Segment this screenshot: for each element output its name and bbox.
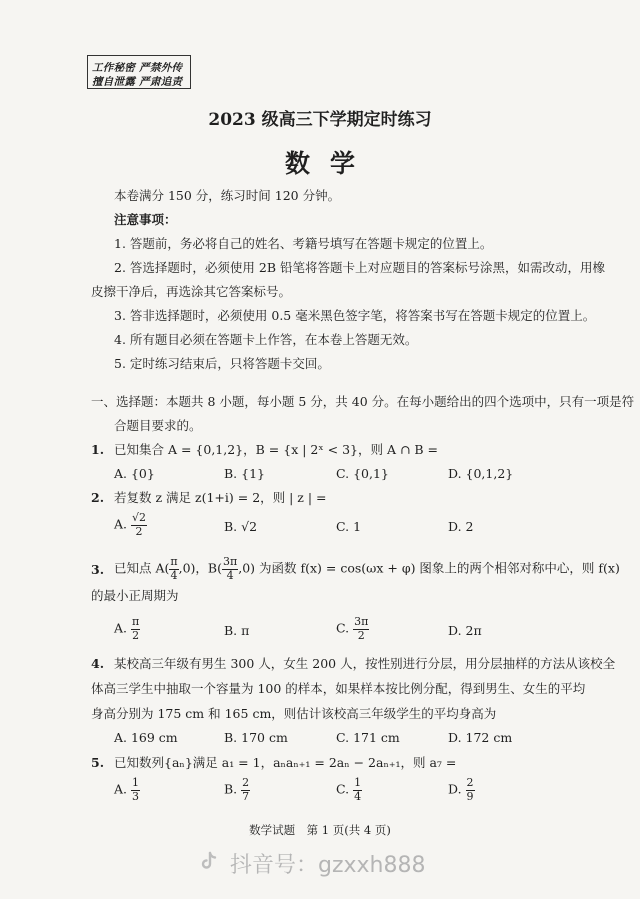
q5-option-a-fraction: [131, 777, 140, 803]
notice-heading: 注意事项：: [114, 212, 177, 227]
subject-title: 数学: [284, 149, 375, 178]
q4-line-3: 身高分别为 175 cm 和 165 cm，则估计该校高三年级学生的平均身高为: [91, 706, 497, 721]
q1-option-a: A. {0}: [114, 466, 155, 481]
fraction-denominator: 4: [226, 568, 234, 582]
q5-stem: 已知数列{aₙ}满足 a₁ = 1，aₙaₙ₊₁ = 2aₙ − 2aₙ₊₁，则 a₇ =: [114, 755, 457, 770]
q2-number: 2.: [91, 490, 105, 505]
douyin-logo-icon: [197, 850, 221, 874]
page-footer: 数学试题 第 1 页(共 4 页): [249, 823, 391, 837]
intro-text: 本卷满分 150 分，练习时间 120 分钟。: [114, 188, 341, 203]
q3-stem: [114, 556, 620, 582]
stamp-line-2: 擅自泄露 严肃追责: [92, 76, 183, 88]
q3-option-a: [114, 616, 140, 642]
fraction-numerator: 2: [242, 776, 250, 789]
q2-option-d: D. 2: [448, 519, 474, 534]
fraction-numerator: 2: [466, 776, 474, 789]
q3-fraction-1: [169, 556, 178, 582]
q5-option-c-fraction: [353, 777, 362, 803]
q3-stem-pre: 已知点 A(: [114, 560, 170, 576]
q5-number: 5.: [91, 755, 105, 770]
notice-item-4: 4. 所有题目必须在答题卡上作答，在本卷上答题无效。: [114, 332, 418, 347]
exam-title: 2023 级高三下学期定时练习: [208, 110, 432, 130]
q3-option-d: D. 2π: [448, 623, 482, 638]
q4-option-b: B. 170 cm: [224, 730, 288, 745]
fraction-denominator: 4: [170, 568, 178, 582]
q5-option-b: [224, 777, 250, 803]
q1-option-d: D. {0,1,2}: [448, 466, 514, 481]
q5-option-b-label: B.: [224, 781, 238, 797]
q5-option-d: [448, 777, 475, 803]
q4-line-2: 体高三学生中抽取一个容量为 100 的样本，如果样本按比例分配，得到男生、女生的平均: [91, 681, 586, 696]
q1-number: 1.: [91, 442, 105, 457]
q5-option-a: [114, 777, 140, 803]
fraction-denominator: 3: [132, 789, 139, 803]
q3-option-a-label: A.: [114, 620, 128, 636]
q5-option-c: [336, 777, 362, 803]
q3-stem-line-2: 的最小正周期为: [91, 588, 179, 603]
fraction-numerator: 3π: [223, 555, 238, 568]
fraction-denominator: 7: [242, 789, 250, 803]
q4-option-c: C. 171 cm: [336, 730, 400, 745]
q3-option-b: B. π: [224, 623, 250, 638]
q5-option-c-label: C.: [336, 781, 350, 797]
q3-fraction-2: [222, 556, 238, 582]
confidential-stamp: [87, 55, 191, 89]
q3-option-c: [336, 616, 369, 642]
q1-option-b: B. {1}: [224, 466, 265, 481]
fraction-numerator: 1: [132, 776, 139, 789]
notice-item-1: 1. 答题前，务必将自己的姓名、考籍号填写在答题卡规定的位置上。: [114, 236, 493, 251]
q3-stem-mid: ,0)，B(: [178, 560, 222, 576]
q4-option-a: A. 169 cm: [114, 730, 178, 745]
q1-stem: 已知集合 A = {0,1,2}，B = {x | 2ˣ < 3}，则 A ∩ B =: [114, 442, 439, 457]
q2-option-a: [114, 512, 147, 538]
fraction-numerator: π: [132, 615, 140, 628]
fraction-denominator: 4: [354, 789, 362, 803]
section-1-line-2: 合题目要求的。: [114, 418, 202, 433]
q2-stem: 若复数 z 满足 z(1+i) = 2，则 | z | =: [114, 490, 327, 505]
notice-item-2-line-1: 2. 答选择题时，必须使用 2B 铅笔将答题卡上对应题目的答案标号涂黑，如需改动，用橡: [114, 260, 605, 275]
q4-option-d: D. 172 cm: [448, 730, 513, 745]
q3-option-c-fraction: [353, 616, 369, 642]
q3-option-c-label: C.: [336, 620, 350, 636]
q1-option-c: C. {0,1}: [336, 466, 389, 481]
fraction-numerator: √2: [132, 511, 147, 524]
fraction-numerator: π: [170, 555, 178, 568]
q2-option-a-fraction: [131, 512, 147, 538]
q3-option-a-fraction: [131, 616, 140, 642]
q2-option-a-label: A.: [114, 516, 128, 532]
fraction-denominator: 9: [466, 789, 474, 803]
stamp-line-1: 工作秘密 严禁外传: [92, 62, 183, 74]
watermark-text: 抖音号：gzxxh888: [230, 853, 426, 878]
fraction-denominator: 2: [357, 628, 365, 642]
fraction-numerator: 3π: [354, 615, 369, 628]
notice-item-3: 3. 答非选择题时，必须使用 0.5 毫米黑色签字笔，将答案书写在答题卡规定的位置上。: [114, 308, 596, 323]
q5-option-d-fraction: [466, 777, 475, 803]
q5-option-a-label: A.: [114, 781, 128, 797]
notice-item-2-line-2: 皮擦干净后，再选涂其它答案标号。: [91, 284, 292, 299]
section-1-line-1: 一、选择题：本题共 8 小题，每小题 5 分，共 40 分。在每小题给出的四个选项中，只有一项是符: [91, 394, 635, 409]
q5-option-b-fraction: [241, 777, 250, 803]
q2-option-b: B. √2: [224, 519, 258, 534]
q4-number: 4.: [91, 656, 105, 671]
q3-number: 3.: [91, 562, 105, 577]
q4-line-1: 某校高三年级有男生 300 人，女生 200 人，按性别进行分层，用分层抽样的方法从该校全: [114, 656, 616, 671]
fraction-denominator: 2: [135, 524, 143, 538]
fraction-numerator: 1: [354, 776, 362, 789]
q2-option-c: C. 1: [336, 519, 362, 534]
fraction-denominator: 2: [132, 628, 140, 642]
q3-stem-post: ,0) 为函数 f(x) = cos(ωx + φ) 图象上的两个相邻对称中心，则 f(x): [238, 560, 620, 576]
notice-item-5: 5. 定时练习结束后，只将答题卡交回。: [114, 356, 330, 371]
q5-option-d-label: D.: [448, 781, 462, 797]
